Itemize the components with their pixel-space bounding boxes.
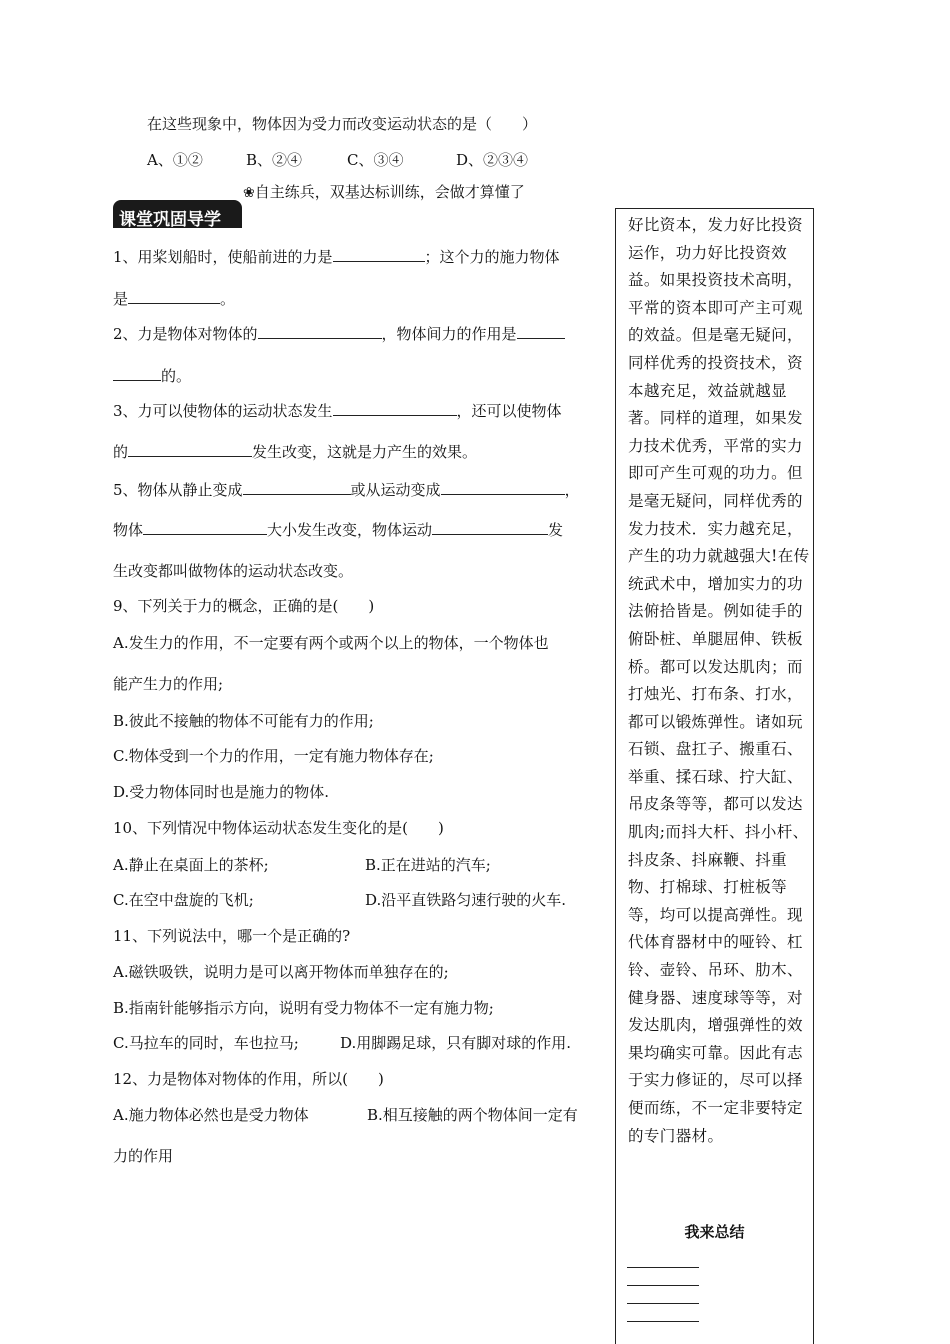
answer-blank[interactable] — [128, 442, 252, 457]
intro-option-a: A、①② — [147, 151, 203, 169]
question-10: 10、下列情况中物体运动状态发生变化的是( ) — [113, 819, 444, 837]
summary-blank-line[interactable] — [627, 1321, 699, 1322]
scroll-decoration-icon: ❀ — [243, 185, 255, 201]
question-3-text: 的 — [113, 443, 129, 461]
answer-blank[interactable] — [143, 520, 267, 535]
question-9-option-a-cont: 能产生力的作用; — [113, 675, 224, 693]
summary-heading: 我来总结 — [684, 1223, 745, 1241]
question-1-text: ；这个力的施力物体 — [424, 248, 560, 266]
question-5-line-2 — [113, 520, 563, 540]
question-3-text: 发生改变，这就是力产生的效果。 — [252, 443, 478, 461]
question-5-line-3: 生改变都叫做物体的运动状态改变。 — [113, 562, 354, 580]
summary-blank-line[interactable] — [627, 1285, 699, 1286]
question-12-option-b: B.相互接触的两个物体间一定有 — [367, 1106, 578, 1124]
question-3-text: ，还可以使物体 — [456, 402, 562, 420]
intro-option-d: D、②③④ — [456, 151, 529, 169]
question-10-option-a: A.静止在桌面上的茶杯; — [113, 856, 269, 874]
sidebar-text: 好比资本，发力好比投资运作，功力好比投资效益。如果投资技术高明，平常的资本即可产主可观的效益。但是毫无疑问，同样优秀的投资技术，资本越充足，效益就越显著。同样的道理，如果发力技术优秀，平常的实力即可产生可观的功力。但是毫无疑问，同样优秀的发力技术．实力越充足，产生的功力就越强大!在传统武术中，增加实力的功法俯拾皆是。例如徒手的俯卧桩、单腿屈伸、铁板桥。都可以发达肌肉；而打烛光、打布条、打水，都可以锻炼弹性。诸如玩石锁、盘扛子、搬重石、举重、揉石球、拧大缸、吊皮条等等，都可以发达肌肉;而抖大杆、抖小杆、抖皮条、抖麻鞭、抖重物、打棉球、打桩板等等，均可以提高弹性。现代体育器材中的哑铃、杠铃、壶铃、吊环、肋木、健身器、速度球等等，对发达肌肉，增强弹性的效果均确实可靠。因此有志于实力修证的，尽可以择便而练，不一定非要特定的专门器材。 — [628, 216, 810, 1145]
intro-tip — [243, 182, 525, 203]
question-1-line-1 — [113, 247, 560, 267]
summary-blank-line[interactable] — [627, 1267, 699, 1268]
question-9-option-b: B.彼此不接触的物体不可能有力的作用; — [113, 712, 374, 730]
question-3-line-2 — [113, 442, 477, 462]
question-2-text: 2、力是物体对物体的 — [113, 325, 258, 343]
question-5-text: 或从运动变成 — [350, 481, 441, 499]
question-5-text: 物体 — [113, 521, 144, 539]
question-12-option-a: A.施力物体必然也是受力物体 — [113, 1106, 309, 1124]
question-11-option-c: C.马拉车的同时，车也拉马; — [113, 1034, 299, 1052]
answer-blank[interactable] — [517, 324, 565, 339]
question-5-text: 大小发生改变，物体运动 — [267, 521, 433, 539]
question-9-option-c: C.物体受到一个力的作用，一定有施力物体存在; — [113, 747, 434, 765]
section-badge: 课堂巩固导学 — [113, 200, 242, 228]
question-3-line-1 — [113, 401, 562, 421]
question-9: 9、下列关于力的概念，正确的是( ) — [113, 597, 375, 615]
intro-question: 在这些现象中，物体因为受力而改变运动状态的是（ ） — [147, 115, 538, 133]
question-11-option-a: A.磁铁吸铁，说明力是可以离开物体而单独存在的; — [113, 963, 449, 981]
question-10-option-b: B.正在进站的汽车; — [365, 856, 491, 874]
question-12: 12、力是物体对物体的作用，所以( ) — [113, 1070, 384, 1088]
question-1-line-2 — [113, 289, 235, 309]
answer-blank[interactable] — [333, 401, 457, 416]
question-2-line-2 — [113, 366, 191, 386]
answer-blank[interactable] — [333, 247, 425, 262]
question-1-text: 是 — [113, 290, 129, 308]
answer-blank[interactable] — [128, 289, 220, 304]
question-3-text: 3、力可以使物体的运动状态发生 — [113, 402, 333, 420]
question-1-text: 1、用桨划船时，使船前进的力是 — [113, 248, 333, 266]
intro-option-c: C、③④ — [347, 151, 404, 169]
question-10-option-d: D.沿平直铁路匀速行驶的火车. — [365, 891, 567, 909]
question-11-option-d: D.用脚踢足球，只有脚对球的作用. — [340, 1034, 572, 1052]
answer-blank[interactable] — [113, 366, 161, 381]
intro-tip-text: 自主练兵，双基达标训练，会做才算懂了 — [254, 183, 525, 201]
answer-blank[interactable] — [432, 520, 548, 535]
question-2-line-1 — [113, 324, 565, 344]
question-5-line-1 — [113, 480, 580, 500]
question-12-option-b-cont: 力的作用 — [113, 1147, 174, 1165]
question-1-text: 。 — [220, 290, 236, 308]
question-5-text: 5、物体从静止变成 — [113, 481, 243, 499]
question-9-option-a: A.发生力的作用，不一定要有两个或两个以上的物体，一个物体也 — [113, 634, 549, 652]
question-11-option-b: B.指南针能够指示方向，说明有受力物体不一定有施力物; — [113, 999, 494, 1017]
answer-blank[interactable] — [258, 324, 382, 339]
question-10-option-c: C.在空中盘旋的飞机; — [113, 891, 254, 909]
question-2-text: ，物体间力的作用是 — [381, 325, 517, 343]
answer-blank[interactable] — [243, 480, 351, 495]
question-5-text: ， — [564, 481, 580, 499]
question-5-text: 发 — [548, 521, 564, 539]
intro-option-b: B、②④ — [246, 151, 303, 169]
question-11: 11、下列说法中，哪一个是正确的? — [113, 927, 351, 945]
question-2-text: 的。 — [161, 367, 192, 385]
question-9-option-d: D.受力物体同时也是施力的物体. — [113, 783, 330, 801]
summary-blank-line[interactable] — [627, 1303, 699, 1304]
answer-blank[interactable] — [441, 480, 565, 495]
